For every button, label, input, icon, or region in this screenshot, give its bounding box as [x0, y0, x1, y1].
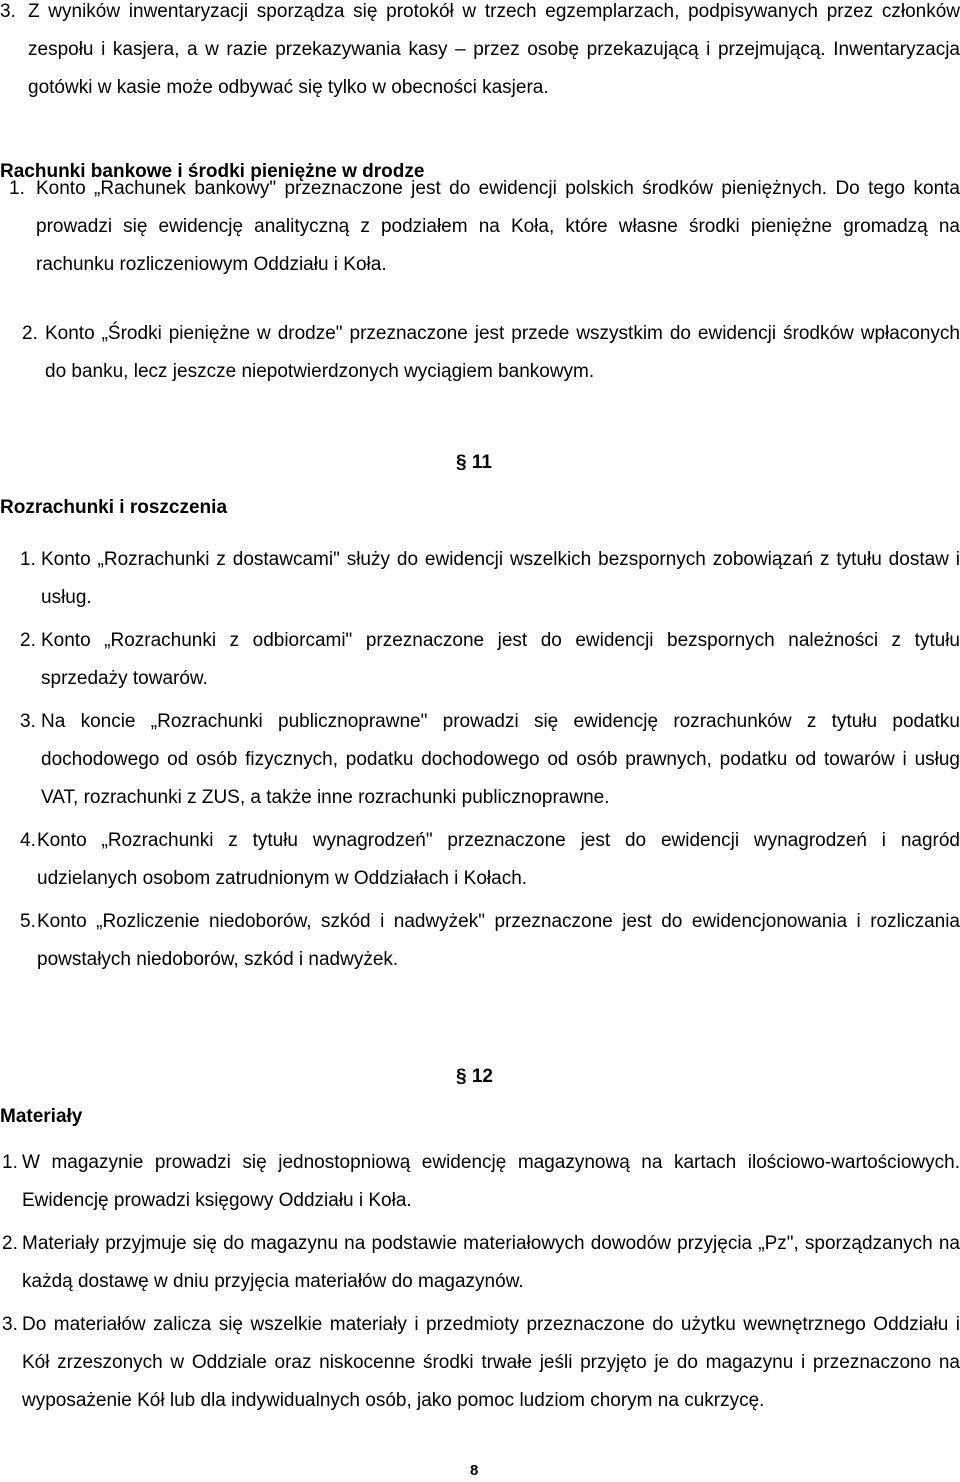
list-item [0, 0, 960, 107]
list-item [2, 1144, 960, 1220]
item-text: W magazynie prowadzi się jednostopniową ewidencję magazynową na kartach ilościowo-wartościowych. Ewidencję prowadzi księgowy Oddziału i Koła. [22, 1152, 960, 1211]
settlements-list [0, 541, 960, 979]
list-item [2, 1306, 960, 1420]
item-text: Na koncie „Rozrachunki publicznoprawne" prowadzi się ewidencję rozrachunków z tytułu podatku dochodowego od osób fizycznych, podatku dochodowego od osób prawnych, podatku od towarów i usług VAT, rozrachunki z ZUS, a także inne rozrachunki publicznoprawne. [41, 711, 960, 808]
item-text: Konto „Środki pieniężne w drodze" przeznaczone jest przede wszystkim do ewidencji środków wpłaconych do banku, lecz jeszcze niepotwierdzonych wyciągiem bankowym. [45, 323, 960, 382]
item-text: Konto „Rachunek bankowy" przeznaczone jest do ewidencji polskich środków pieniężnych. Do tego konta prowadzi się ewidencję analityczną z podziałem na Koła, które własne środki pieniężne gromadzą na rachunku rozliczeniowym Oddziału i Koła. [36, 178, 960, 275]
item-number: 2. [20, 630, 36, 651]
item-number: 3. [20, 711, 36, 732]
item-number: 5. [20, 911, 36, 932]
item-number: 2. [22, 323, 38, 344]
bank-list [0, 170, 960, 284]
list-item [20, 541, 960, 617]
list-item [9, 170, 960, 284]
paragraph-number-11: § 11 [456, 452, 492, 473]
materials-list [0, 1144, 960, 1420]
item-text: Z wyników inwentaryzacji sporządza się protokół w trzech egzemplarzach, podpisywanych przez członków zespołu i kasjera, a w razie przekazywania kasy – przez osobę przekazującą i przejmującą. Inwentaryzacja gotówki w kasie może odbywać się tylko w obecności kasjera. [28, 1, 960, 98]
item-number: 4. [20, 830, 36, 851]
list-item [2, 1225, 960, 1301]
item-text: Do materiałów zalicza się wszelkie materiały i przedmioty przeznaczone do użytku wewnętrznego Oddziału i Kół zrzeszonych w Oddziale oraz niskocenne środki trwałe jeśli przyjęto je do magazynu i przeznaczono na wyposażenie Kół lub dla indywidualnych osób, jako pomoc ludziom chorym na cukrzycę. [22, 1314, 960, 1411]
item-text: Konto „Rozrachunki z dostawcami" służy do ewidencji wszelkich bezspornych zobowiązań z tytułu dostaw i usług. [41, 549, 960, 608]
item-number: 1. [9, 178, 25, 199]
list-item [22, 315, 960, 391]
list-item [20, 622, 960, 698]
list-item [20, 703, 960, 817]
intro-list [0, 0, 960, 107]
list-item [20, 903, 960, 979]
item-number: 3. [0, 1, 16, 22]
paragraph-number-12: § 12 [456, 1066, 493, 1087]
bank-list-2 [0, 315, 960, 391]
item-text: Konto „Rozrachunki z tytułu wynagrodzeń" przeznaczone jest do ewidencji wynagrodzeń i nagród udzielanych osobom zatrudnionym w Oddziałach i Kołach. [37, 830, 960, 889]
item-number: 1. [2, 1152, 18, 1173]
item-text: Konto „Rozrachunki z odbiorcami" przeznaczone jest do ewidencji bezspornych należności z tytułu sprzedaży towarów. [41, 630, 960, 689]
list-item [20, 822, 960, 898]
item-text: Materiały przyjmuje się do magazynu na podstawie materiałowych dowodów przyjęcia „Pz", sporządzanych na każdą dostawę w dniu przyjęcia materiałów do magazynów. [22, 1233, 960, 1292]
item-text: Konto „Rozliczenie niedoborów, szkód i nadwyżek" przeznaczone jest do ewidencjonowania i rozliczania powstałych niedoborów, szkód i nadwyżek. [37, 911, 960, 970]
item-number: 3. [2, 1314, 18, 1335]
item-number: 1. [20, 549, 36, 570]
page-number: 8 [470, 1462, 479, 1479]
section-heading-settlements: Rozrachunki i roszczenia [0, 497, 228, 518]
item-number: 2. [2, 1233, 18, 1254]
section-heading-materials: Materiały [0, 1106, 83, 1127]
section-heading-bank: Rachunki bankowe i środki pieniężne w drodze [0, 161, 425, 182]
